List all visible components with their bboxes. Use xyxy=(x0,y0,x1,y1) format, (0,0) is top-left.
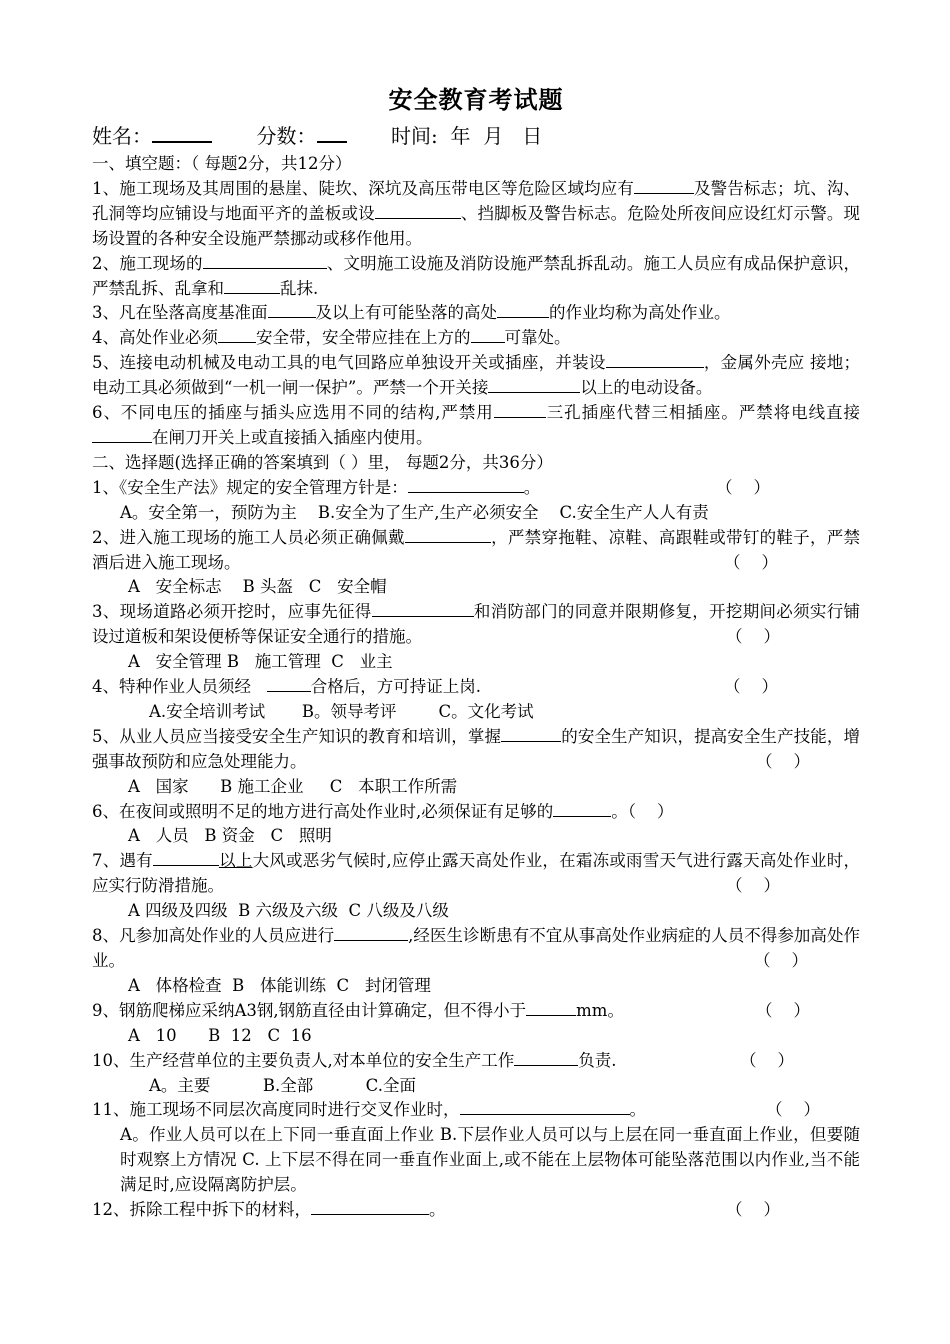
score-blank[interactable] xyxy=(317,123,347,143)
choice-question-9: （ ） 9、钢筋爬梯应采纳A3钢,钢筋直径由计算确定，但不得小于 mm。 xyxy=(92,999,860,1024)
answer-paren[interactable]: （ ） xyxy=(766,1100,820,1120)
answer-paren[interactable]: （ ） xyxy=(740,1050,794,1070)
choice-question-8: 8、凡参加高处作业的人员应进行 ,经医生诊断患有不宜从事高处作业病症的人员不得参加高处作业。 （ ） xyxy=(92,924,860,974)
answer-paren[interactable]: （ ） xyxy=(627,801,674,821)
time-label: 时间: 年 月 日 xyxy=(391,124,543,148)
choice-question-7: 7、遇有 以上大风或恶劣气候时,应停止露天高处作业，在霜冻或雨雪天气进行露天高处作业时，应实行防滑措施。 （ ） xyxy=(92,849,860,899)
name-blank[interactable] xyxy=(152,123,212,143)
answer-blank[interactable] xyxy=(311,1198,429,1215)
choice-options-9: A 10 B 12 C 16 xyxy=(128,1025,312,1045)
answer-blank[interactable] xyxy=(334,924,408,941)
choice-question-11: （ ） 11、施工现场不同层次高度同时进行交叉作业时， 。 xyxy=(92,1098,860,1123)
choice-options-6: A 人员 B 资金 C 照明 xyxy=(128,826,332,846)
choice-question-2: 2、进入施工现场的施工人员必须正确佩戴 ，严禁穿拖鞋、凉鞋、高跟鞋或带钉的鞋子，严禁酒后进入施工现场。 （ ） xyxy=(92,526,860,576)
choice-question-10: （ ） 10、生产经营单位的主要负责人,对本单位的安全生产工作 负责. xyxy=(92,1049,860,1074)
answer-blank[interactable] xyxy=(372,600,474,617)
fill-question-6: 6、不同电压的插座与插头应选用不同的结构,严禁用 三孔插座代替三相插座。严禁将电线直接在闸刀开关上或直接插入插座内使用。 xyxy=(92,403,861,447)
answer-blank[interactable] xyxy=(526,999,576,1016)
section-fill-header: 一、填空题：（ 每题2分，共12分） xyxy=(92,154,352,173)
choice-question-5: 5、从业人员应当接受安全生产知识的教育和培训，掌握 的安全生产知识，提高安全生产技能，增强事故预防和应急处理能力。 （ ） xyxy=(92,725,860,775)
section-choice-header: 二、选择题(选择正确的答案填到（ ）里， 每题2分，共36分） xyxy=(92,452,553,472)
answer-blank[interactable] xyxy=(488,376,580,393)
choice-question-3: 3、现场道路必须开挖时，应事先征得 和消防部门的同意并限期修复，开挖期间必须实行铺设过道板和架设便桥等保证安全通行的措施。 （ ） xyxy=(92,600,860,650)
answer-paren[interactable]: （ ） xyxy=(754,951,808,970)
exam-info-row xyxy=(92,122,860,150)
choice-options-3: A 安全管理 B 施工管理 C 业主 xyxy=(128,652,393,672)
choice-options-7: A 四级及四级 B 六级及六级 C 八级及八级 xyxy=(128,901,449,921)
choice-options-5: A 国家 B 施工企业 C 本职工作所需 xyxy=(128,776,458,796)
answer-paren[interactable]: （ ） xyxy=(726,627,780,647)
choice-options-8: A 体格检查 B 体能训练 C 封闭管理 xyxy=(128,975,431,995)
choice-options-11: A。作业人员可以在上下同一垂直面上作业 B.下层作业人员可以与上层在同一垂直面上作业，但要随时观察上方情况 C. 上下层不得在同一垂直作业面上,或不能在上层物体可能坠落范围以内作业,当不能满足时,应设隔离防护层。 xyxy=(120,1125,860,1195)
answer-blank[interactable] xyxy=(224,277,280,294)
answer-blank[interactable] xyxy=(375,202,461,219)
answer-blank[interactable] xyxy=(218,326,256,343)
answer-blank[interactable] xyxy=(501,725,561,742)
fill-question-2: 2、施工现场的 、文明施工设施及消防设施严禁乱拆乱动。施工人员应有成品保护意识，严禁乱拆、乱拿和 乱抹. xyxy=(92,253,861,298)
answer-paren[interactable]: （ ） xyxy=(726,1200,780,1220)
answer-blank[interactable] xyxy=(494,401,546,418)
choice-options-4: A.安全培训考试 B。领导考评 C。文化考试 xyxy=(128,701,534,721)
answer-blank[interactable] xyxy=(405,526,491,543)
answer-blank[interactable] xyxy=(460,1098,630,1115)
choice-options-10: A。主要 B.全部 C.全面 xyxy=(128,1075,416,1095)
choice-options-2: A 安全标志 B 头盔 C 安全帽 xyxy=(128,577,387,597)
answer-paren[interactable]: （ ） xyxy=(724,552,778,572)
choice-question-4: （ ） 4、特种作业人员须经 合格后，方可持证上岗. xyxy=(92,675,860,700)
answer-paren[interactable]: （ ） xyxy=(756,751,810,771)
choice-question-1: （ ） 1、《安全生产法》规定的安全管理方针是： 。 xyxy=(92,476,860,501)
answer-blank[interactable] xyxy=(553,800,611,817)
fill-question-4: 4、高处作业必须 安全带，安全带应挂在上方的 可靠处。 xyxy=(92,328,571,348)
answer-blank[interactable] xyxy=(203,252,327,269)
answer-blank[interactable] xyxy=(92,426,152,443)
page-title: 安全教育考试题 xyxy=(388,85,564,114)
fill-question-5: 5、连接电动机械及电动工具的电气回路应单独设开关或插座，并装设 ，金属外壳应 接地；电动工具必须做到“一机一闸一保护”。严禁一个开关接 以上的电动设备。 xyxy=(92,353,861,398)
answer-blank[interactable] xyxy=(268,301,316,318)
answer-blank[interactable] xyxy=(514,1049,578,1066)
choice-question-12: （ ） 12、拆除工程中拆下的材料， 。 xyxy=(92,1198,860,1223)
choice-options-1: A。安全第一，预防为主 B.安全为了生产,生产必须安全 C.安全生产人人有责 xyxy=(120,502,709,522)
answer-blank[interactable] xyxy=(634,177,694,194)
answer-blank[interactable] xyxy=(606,351,704,368)
answer-blank[interactable] xyxy=(153,849,219,866)
fill-question-1: 1、施工现场及其周围的悬崖、陡坎、深坑及高压带电区等危险区域均应有 及警告标志；坑、沟、孔洞等均应铺设与地面平齐的盖板或设 、挡脚板及警告标志。危险处所夜间应设红灯示警。现场设置的各种安全设施严禁挪动或移作他用。 xyxy=(92,178,861,248)
answer-blank[interactable] xyxy=(471,326,505,343)
answer-paren[interactable]: （ ） xyxy=(724,677,778,697)
choice-question-6: 6、在夜间或照明不足的地方进行高处作业时,必须保证有足够的 。（ ） xyxy=(92,801,674,821)
answer-blank[interactable] xyxy=(497,301,549,318)
fill-question-3: 3、凡在坠落高度基准面 及以上有可能坠落的高处 的作业均称为高处作业。 xyxy=(92,303,731,323)
name-label: 姓名： xyxy=(92,124,152,148)
answer-blank[interactable] xyxy=(267,675,311,692)
answer-paren[interactable]: （ ） xyxy=(726,876,780,896)
answer-paren[interactable]: （ ） xyxy=(716,477,770,497)
answer-paren[interactable]: （ ） xyxy=(756,1000,810,1020)
answer-blank[interactable] xyxy=(408,476,524,493)
score-label: 分数： xyxy=(256,124,317,148)
